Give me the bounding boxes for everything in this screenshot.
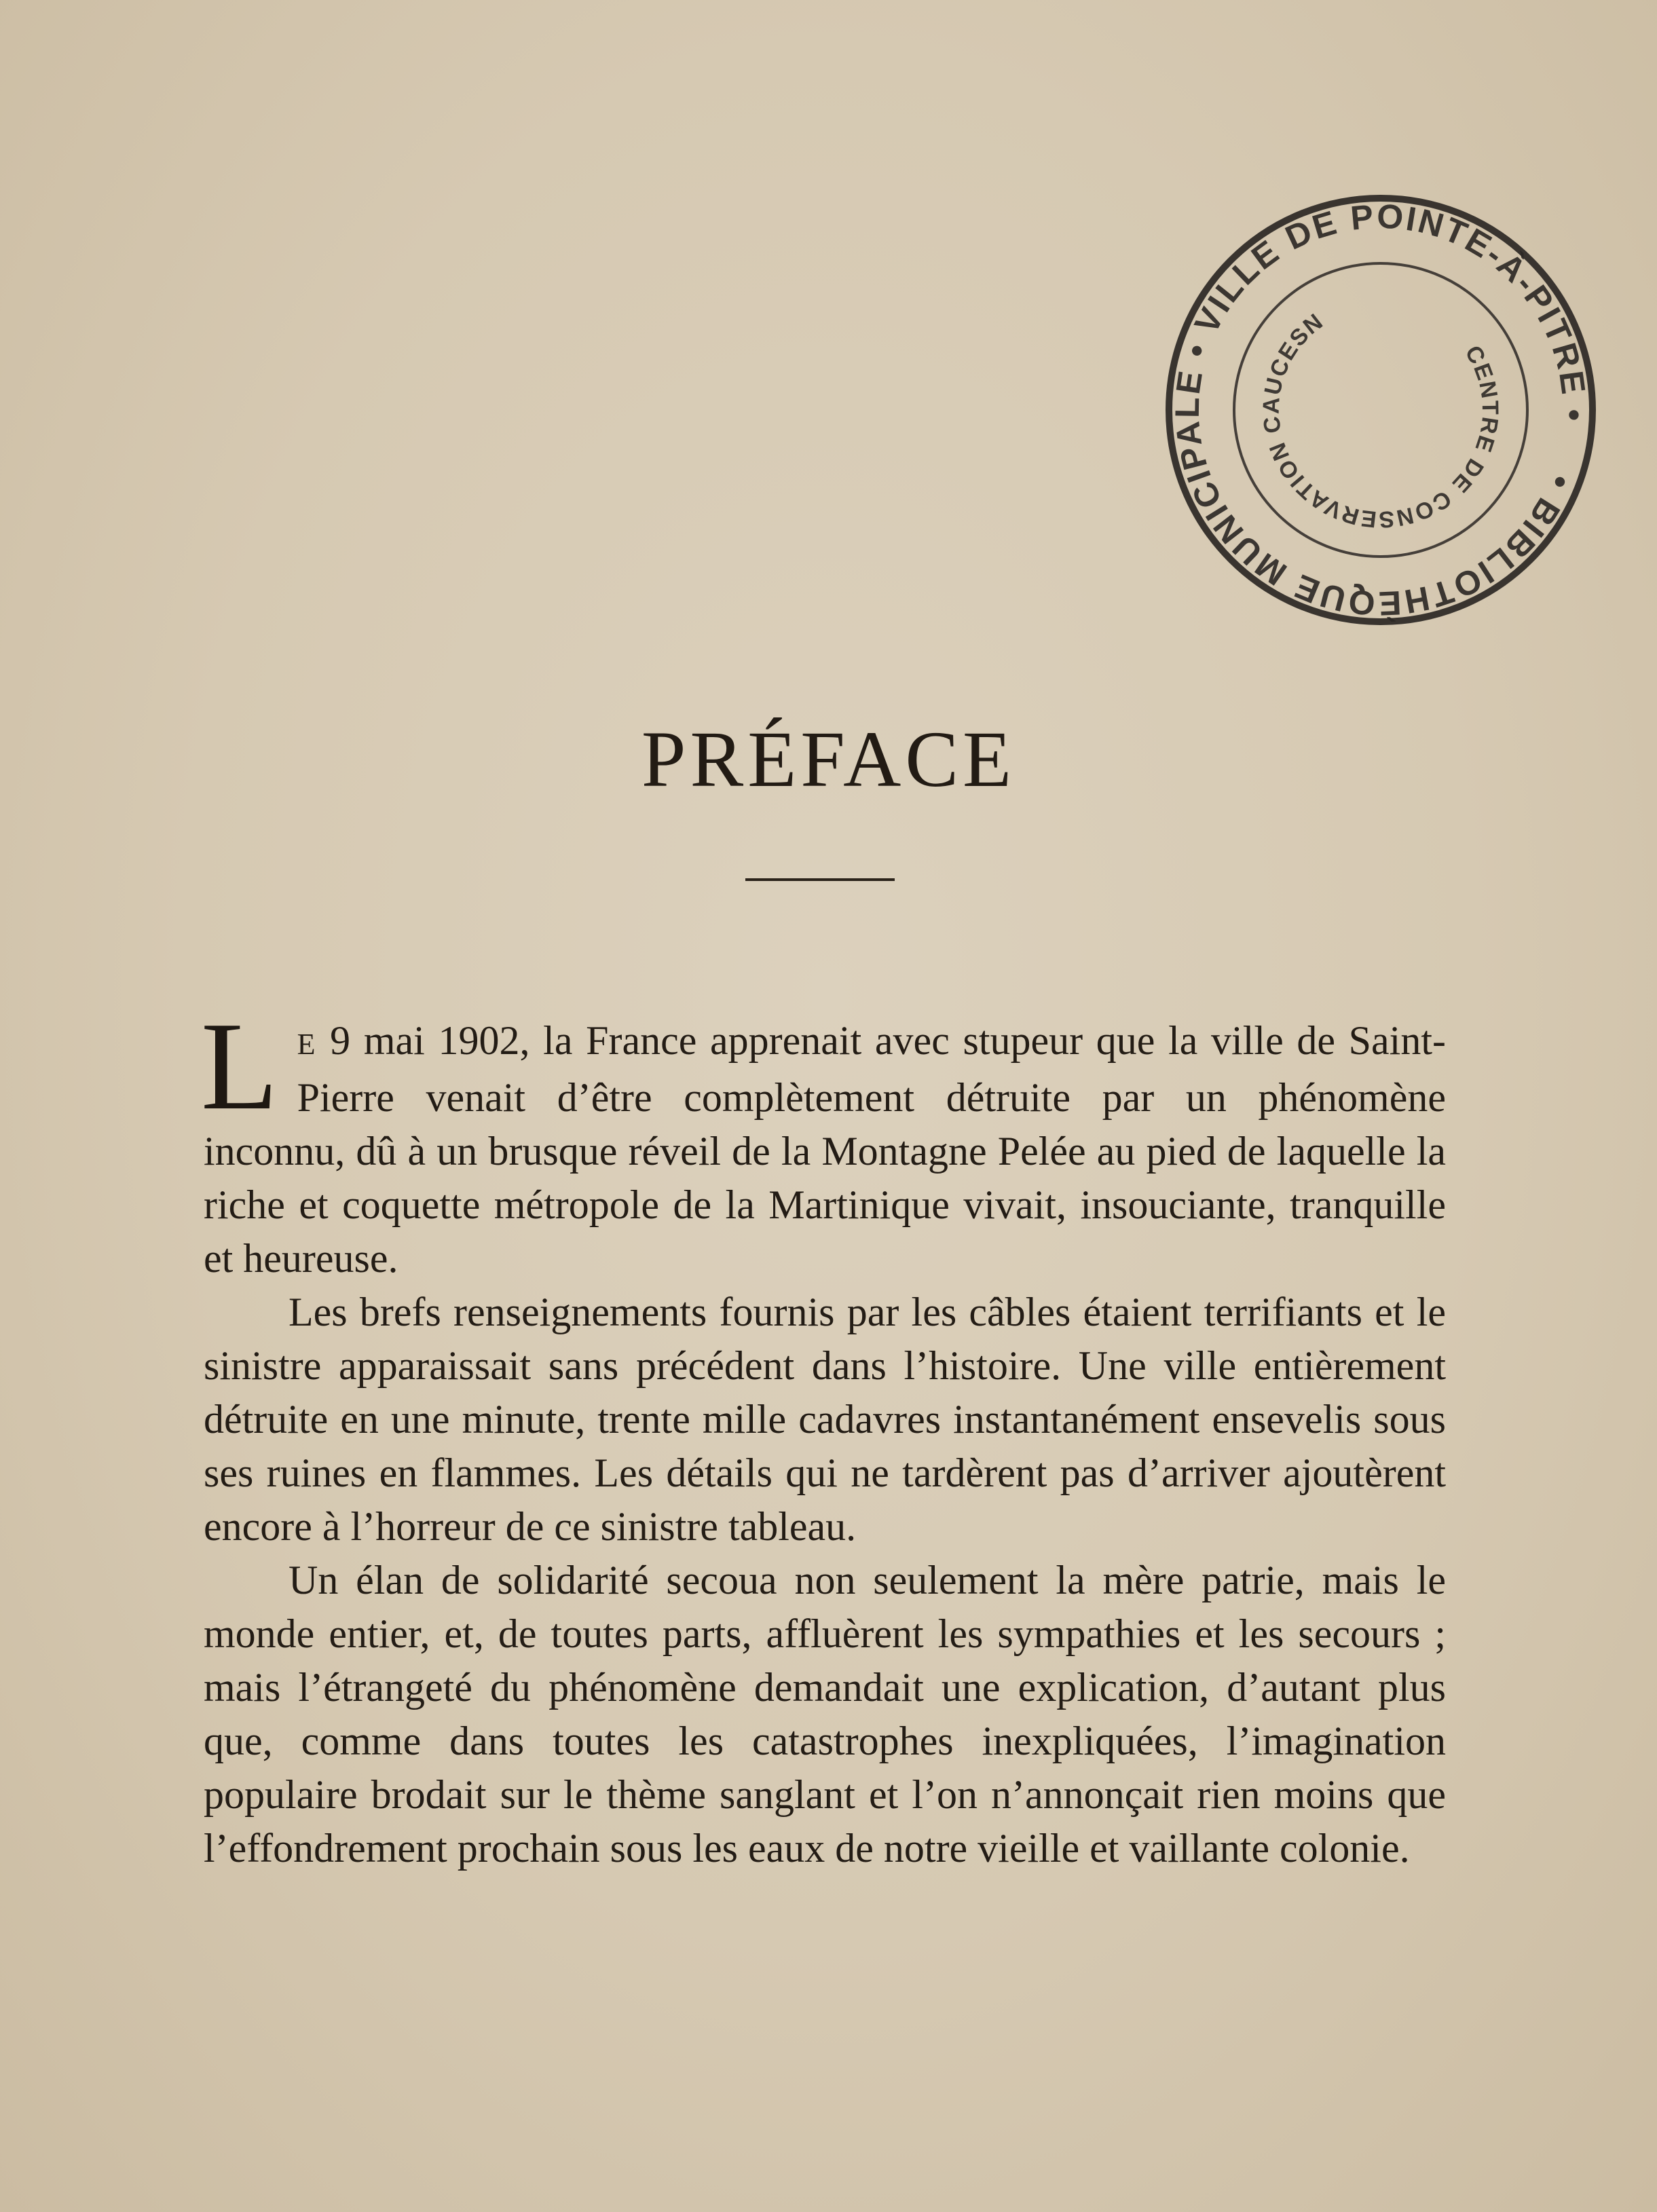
page-title: PRÉFACE bbox=[641, 715, 1016, 804]
paragraph-3: Un élan de solidarité secoua non seulement la mère patrie, mais le monde entier, et, de toutes parts, affluèrent les sympathies et les secours ; mais l’étrangeté du phénomène demandait une explication, d’autant plus que, comme dans toutes les catastrophes inexpliquées, l’imagination populaire brodait sur le thème sanglant et l’on n’annonçait rien moins que l’effondrement prochain sous les eaux de notre vieille et vaillante colonie. bbox=[204, 1558, 1446, 1871]
library-stamp bbox=[1162, 191, 1599, 629]
stamp-outer-text: • BIBLIOTHÈQUE MUNICIPALE • VILLE DE POINTE-À-PITRE • bbox=[1168, 197, 1594, 623]
preface-body bbox=[201, 996, 1446, 1875]
paragraph-1 bbox=[201, 996, 1446, 1286]
svg-text:CENTRE DE CONSERVATION CAUCESN bbox=[1210, 240, 1552, 580]
first-word-rest: E bbox=[297, 1028, 317, 1061]
title-divider bbox=[745, 878, 895, 881]
paragraph-2: Les brefs renseignements fournis par les câbles étaient terrifiants et le sinistre apparaissait sans précédent dans l’histoire. Une ville entièrement détruite en une minute, trente mille cadavres instantanément ensevelis sous ses ruines en flammes. Les détails qui ne tardèrent pas d’arriver ajoutèrent encore à l’horreur de ce sinistre tableau. bbox=[204, 1290, 1446, 1549]
stamp-graphic bbox=[1162, 191, 1599, 629]
paragraph-1-text: 9 mai 1902, la France apprenait avec stupeur que la ville de Saint-Pierre venait d’être complètement détruite par un phénomène inconnu, dû à un brusque réveil de la Montagne Pelée au pied de laquelle la riche et coquette métropole de la Martinique vivait, insouciante, tranquille et heureuse. bbox=[204, 1018, 1446, 1281]
svg-text:• BIBLIOTHÈQUE MUNICIPALE • VI bbox=[1162, 191, 1599, 629]
stamp-inner-text: CENTRE DE CONSERVATION CAUCESN bbox=[1258, 307, 1504, 533]
drop-cap: L bbox=[201, 996, 278, 1136]
